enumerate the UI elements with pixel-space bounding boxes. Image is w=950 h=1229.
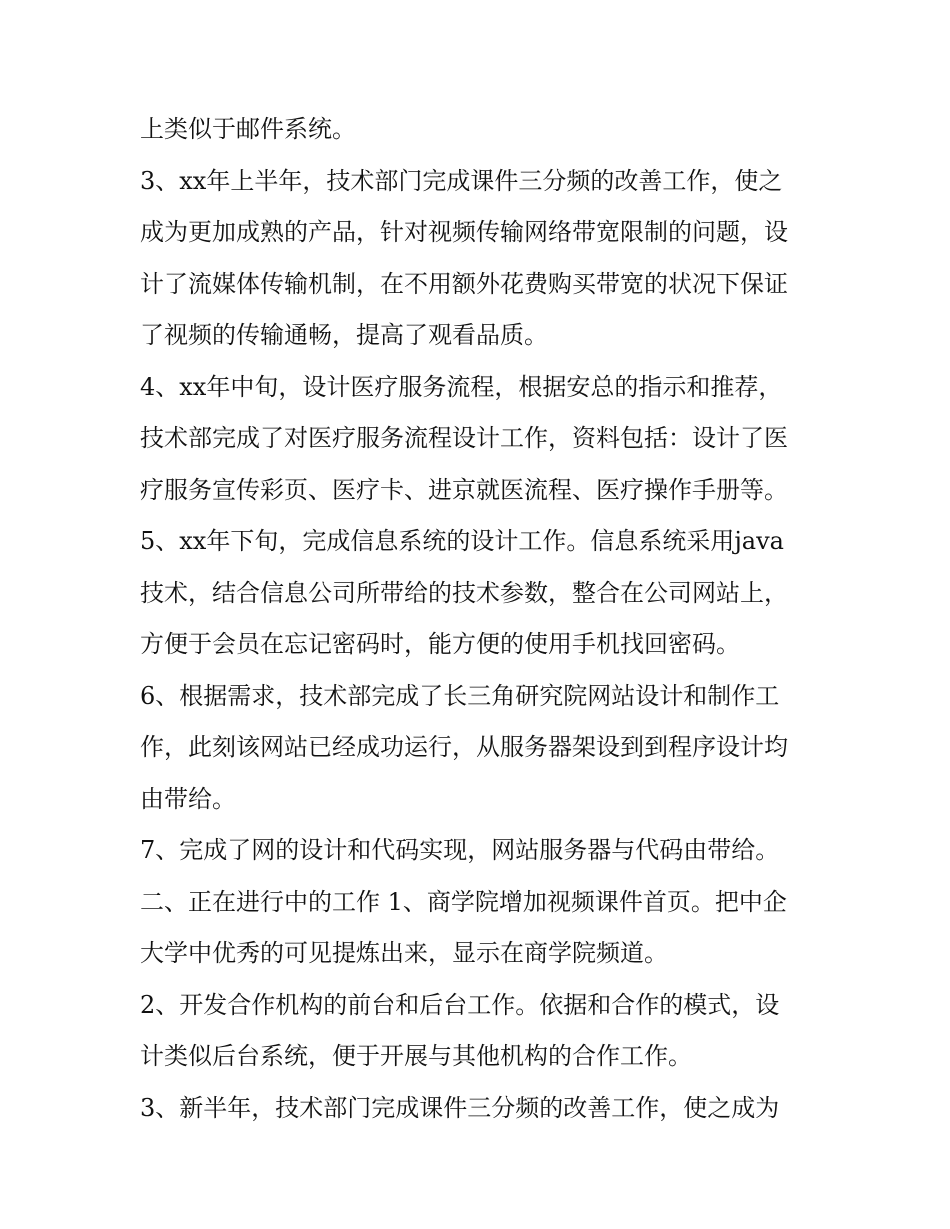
text-line-2: 3、xx年上半年，技术部门完成课件三分频的改善工作，使之 <box>140 166 783 195</box>
text-line-10: 技术，结合信息公司所带给的技术参数，整合在公司网站上， <box>140 578 788 607</box>
text-line-20: 3、新半年，技术部门完成课件三分频的改善工作，使之成为 <box>140 1093 780 1122</box>
text-line-3: 成为更加成熟的产品，针对视频传输网络带宽限制的问题，设 <box>140 218 788 246</box>
document-body <box>140 104 820 1134</box>
text-line-1: 上类似于邮件系统。 <box>140 115 356 143</box>
text-line-9: 5、xx年下旬，完成信息系统的设计工作。信息系统采用java <box>140 527 784 555</box>
text-line-6: 4、xx年中旬，设计医疗服务流程，根据安总的指示和推荐， <box>140 372 783 401</box>
text-line-7: 技术部完成了对医疗服务流程设计工作，资料包括：设计了医 <box>140 424 788 452</box>
text-line-11: 方便于会员在忘记密码时，能方便的使用手机找回密码。 <box>140 630 740 658</box>
text-line-14: 由带给。 <box>140 784 236 813</box>
text-line-19: 计类似后台系统，便于开展与其他机构的合作工作。 <box>140 1042 692 1070</box>
text-line-8: 疗服务宣传彩页、医疗卡、进京就医流程、医疗操作手册等。 <box>140 475 788 504</box>
text-line-4: 计了流媒体传输机制，在不用额外花费购买带宽的状况下保证 <box>140 269 788 298</box>
text-line-5: 了视频的传输通畅，提高了观看品质。 <box>140 321 548 349</box>
text-line-16: 二、正在进行中的工作 1、商学院增加视频课件首页。把中企 <box>140 887 787 916</box>
text-line-18: 2、开发合作机构的前台和后台工作。依据和合作的模式，设 <box>140 990 780 1019</box>
text-line-17: 大学中优秀的可见提炼出来，显示在商学院频道。 <box>140 939 668 967</box>
text-line-13: 作，此刻该网站已经成功运行，从服务器架设到到程序设计均 <box>140 733 788 761</box>
text-line-12: 6、根据需求，技术部完成了长三角研究院网站设计和制作工 <box>140 681 780 710</box>
text-line-15: 7、完成了网的设计和代码实现，网站服务器与代码由带给。 <box>140 836 780 864</box>
